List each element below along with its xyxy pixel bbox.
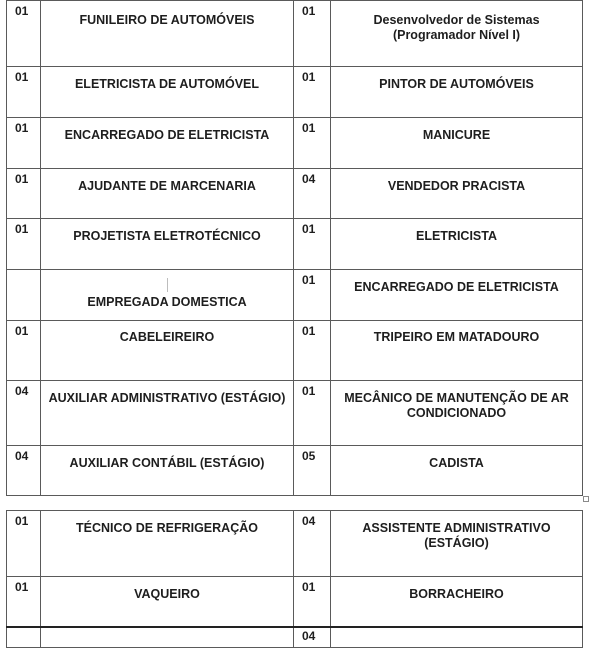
vacancy-count: 01 (294, 67, 331, 118)
job-title (331, 627, 583, 647)
job-title: ENCARREGADO DE ELETRICISTA (331, 270, 583, 321)
table-row (7, 270, 583, 321)
vacancy-count: 01 (7, 511, 41, 577)
vacancy-count: 01 (294, 118, 331, 169)
job-title-cell (41, 270, 294, 321)
table-row (7, 118, 583, 169)
vacancy-count: 04 (294, 627, 331, 647)
vacancy-count: 01 (294, 1, 331, 67)
vacancy-count: 01 (7, 67, 41, 118)
table-row (7, 321, 583, 381)
table-row (7, 577, 583, 627)
table-row (7, 67, 583, 118)
job-title: MANICURE (331, 118, 583, 169)
vacancy-count: 01 (7, 577, 41, 627)
job-title: AUXILIAR CONTÁBIL (ESTÁGIO) (41, 446, 294, 496)
text-cursor (167, 278, 168, 292)
table-row (7, 627, 583, 647)
vacancy-count: 05 (294, 446, 331, 496)
job-title: VAQUEIRO (41, 577, 294, 627)
job-title: PROJETISTA ELETROTÉCNICO (41, 219, 294, 270)
vacancy-count: 01 (294, 381, 331, 446)
table-row (7, 169, 583, 219)
vacancy-count: 01 (7, 321, 41, 381)
vacancy-count: 01 (7, 169, 41, 219)
job-title: ASSISTENTE ADMINISTRATIVO (ESTÁGIO) (331, 511, 583, 577)
job-title: ELETRICISTA DE AUTOMÓVEL (41, 67, 294, 118)
table-row (7, 446, 583, 496)
job-title: AJUDANTE DE MARCENARIA (41, 169, 294, 219)
table-resize-handle[interactable] (583, 496, 589, 502)
vacancy-count (7, 270, 41, 321)
job-title: ELETRICISTA (331, 219, 583, 270)
vacancy-count: 04 (294, 511, 331, 577)
job-title: TÉCNICO DE REFRIGERAÇÃO (41, 511, 294, 577)
job-vacancies-table-3 (6, 626, 583, 648)
job-title: PINTOR DE AUTOMÓVEIS (331, 67, 583, 118)
job-title: CABELEIREIRO (41, 321, 294, 381)
table-row (7, 219, 583, 270)
job-title: CADISTA (331, 446, 583, 496)
table-row (7, 1, 583, 67)
vacancy-count (7, 627, 41, 647)
vacancy-count: 01 (7, 1, 41, 67)
vacancy-count: 01 (294, 270, 331, 321)
table-row (7, 381, 583, 446)
job-title: FUNILEIRO DE AUTOMÓVEIS (41, 1, 294, 67)
job-title: EMPREGADA DOMESTICA (87, 295, 247, 309)
job-vacancies-table-2 (6, 510, 583, 627)
job-title: Desenvolvedor de Sistemas (Programador Nível I) (331, 1, 583, 67)
vacancy-count: 01 (294, 219, 331, 270)
job-title: AUXILIAR ADMINISTRATIVO (ESTÁGIO) (41, 381, 294, 446)
job-title: ENCARREGADO DE ELETRICISTA (41, 118, 294, 169)
job-title (41, 627, 294, 647)
job-title: TRIPEIRO EM MATADOURO (331, 321, 583, 381)
vacancy-count: 04 (7, 381, 41, 446)
vacancy-count: 01 (7, 219, 41, 270)
vacancy-count: 01 (294, 321, 331, 381)
job-title: VENDEDOR PRACISTA (331, 169, 583, 219)
vacancy-count: 04 (294, 169, 331, 219)
job-title: MECÂNICO DE MANUTENÇÃO DE AR CONDICIONADO (331, 381, 583, 446)
table-row (7, 511, 583, 577)
vacancy-count: 01 (294, 577, 331, 627)
job-title: BORRACHEIRO (331, 577, 583, 627)
vacancy-count: 04 (7, 446, 41, 496)
vacancy-count: 01 (7, 118, 41, 169)
job-vacancies-table-1 (6, 0, 583, 496)
